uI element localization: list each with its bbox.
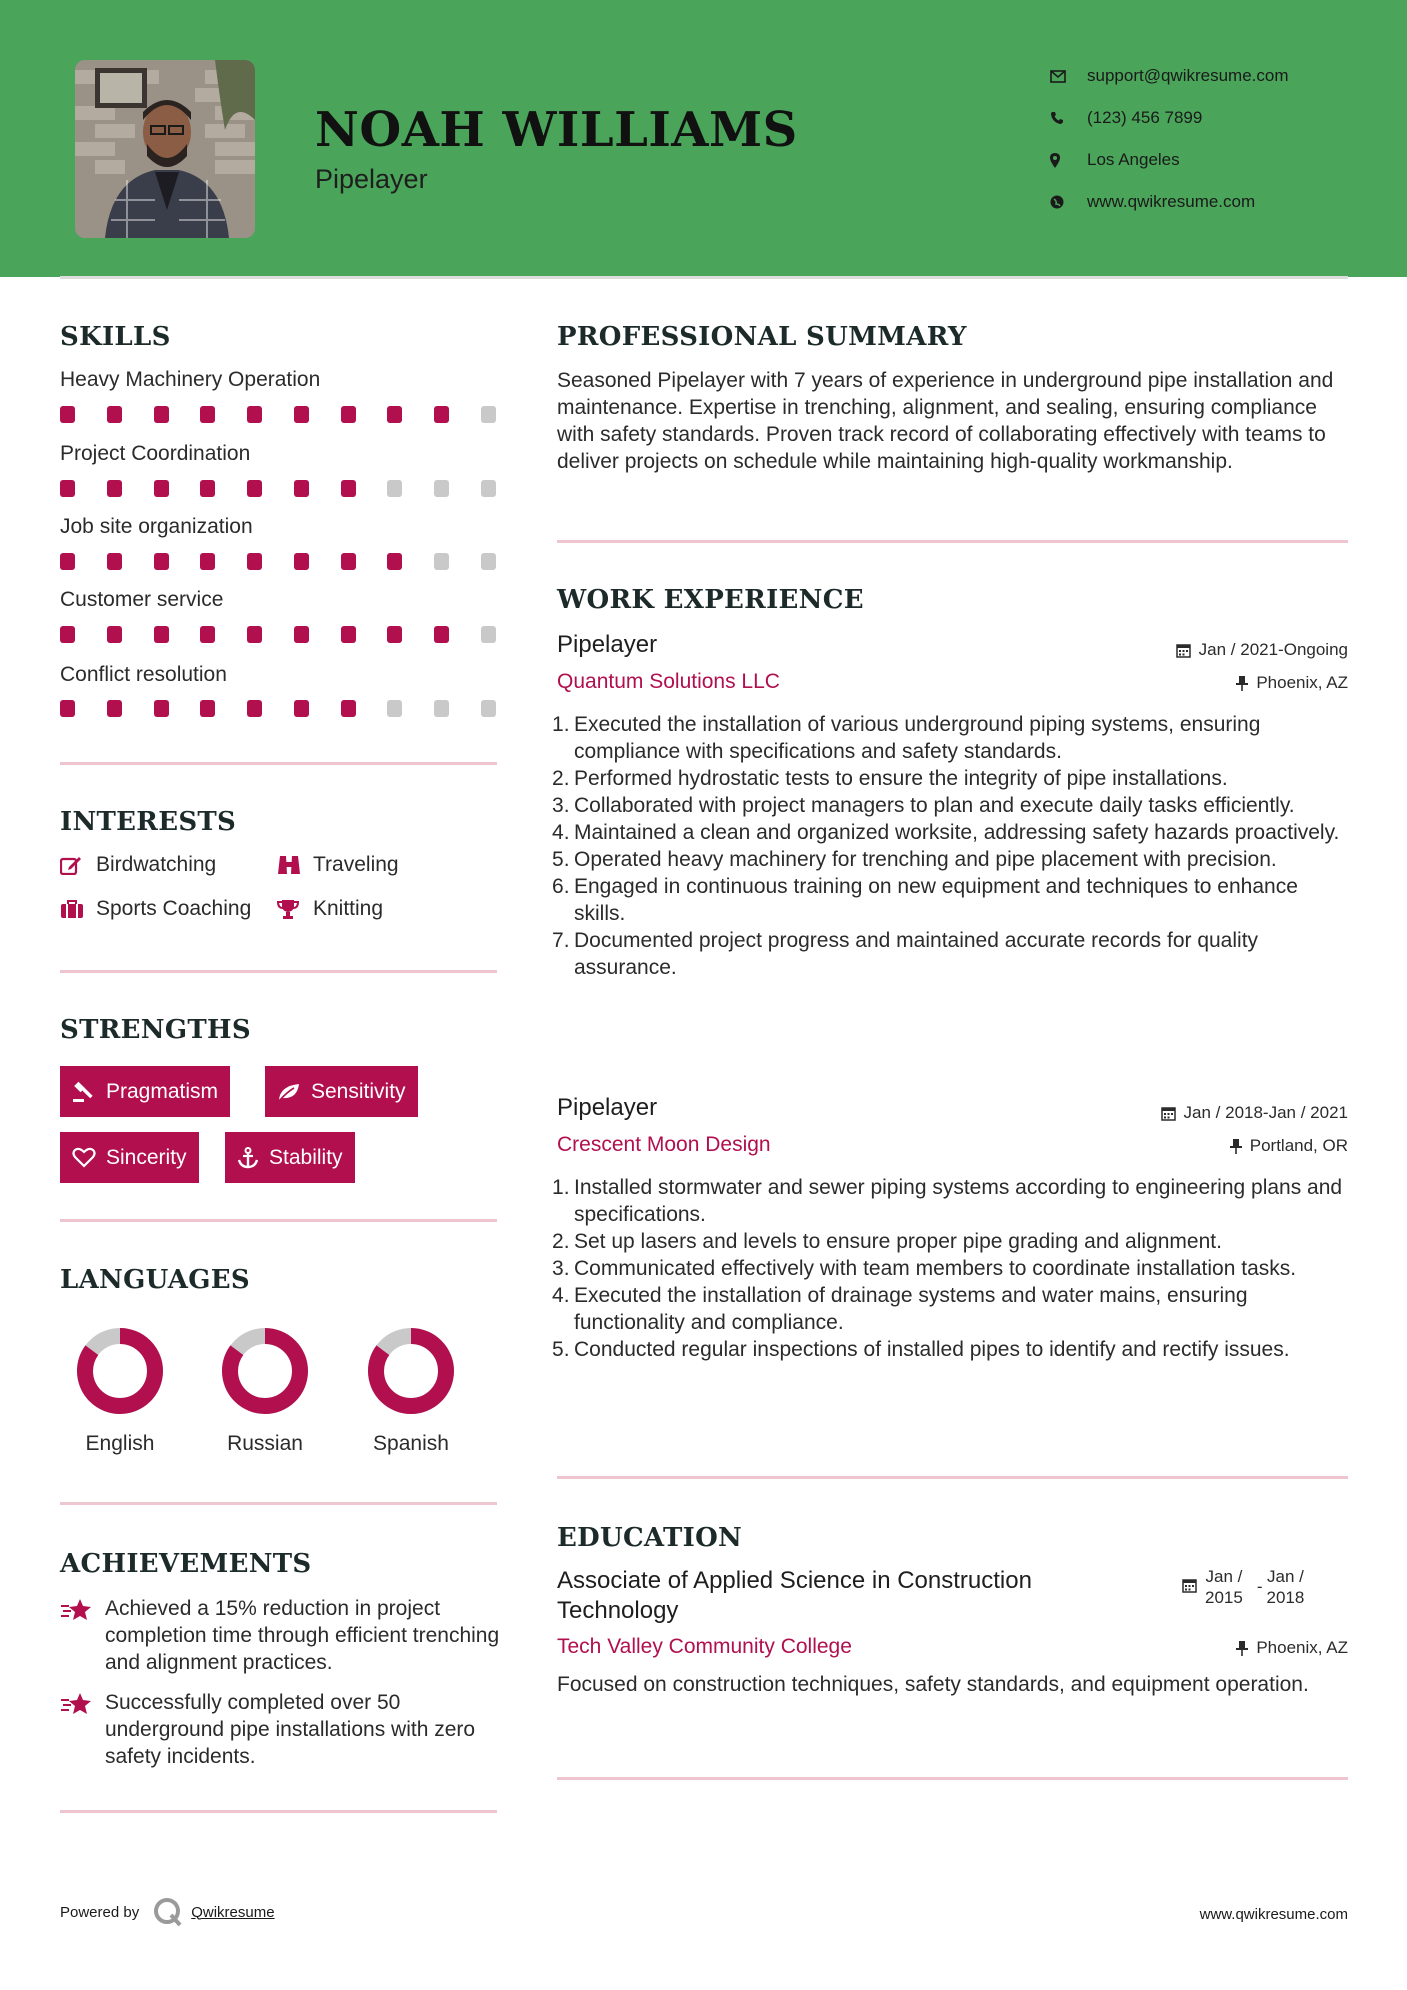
skill-dot-filled — [154, 553, 169, 570]
map-pin-icon — [1050, 153, 1087, 168]
skill-dot-filled — [247, 480, 262, 497]
duty-item: Operated heavy machinery for trenching and pipe placement with precision. — [574, 848, 1277, 871]
pencil-square-icon — [60, 855, 96, 875]
strength-label: Sincerity — [106, 1145, 187, 1169]
section-divider — [60, 970, 497, 973]
skill-dot-filled — [387, 626, 402, 643]
skill-dot-filled — [247, 406, 262, 423]
job-dates-text: Jan / 2018-Jan / 2021 — [1183, 1103, 1348, 1122]
footer-branding — [60, 1897, 275, 1927]
shooting-star-icon — [60, 1689, 105, 1770]
interest-item — [277, 897, 383, 921]
section-divider — [60, 762, 497, 765]
achievement-item — [60, 1689, 500, 1770]
anchor-icon — [237, 1147, 259, 1169]
skill-rating — [60, 553, 496, 570]
calendar-icon — [1161, 1106, 1176, 1121]
skill-dot-filled — [107, 406, 122, 423]
binoculars-icon — [277, 854, 313, 876]
interest-label: Traveling — [313, 853, 399, 876]
skill-dot-empty — [481, 700, 496, 717]
skill-rating — [60, 700, 496, 717]
language-ring — [221, 1327, 309, 1415]
skill-dot-filled — [154, 480, 169, 497]
strength-tag — [60, 1132, 199, 1183]
education-end-month: Jan / — [1266, 1567, 1304, 1586]
job-location-text: Phoenix, AZ — [1256, 673, 1348, 692]
skill-dot-filled — [341, 700, 356, 717]
duty-item: Maintained a clean and organized worksite, addressing safety hazards proactively. — [574, 821, 1340, 844]
trophy-icon — [277, 899, 313, 919]
degree-title: Associate of Applied Science in Construction Technology — [557, 1567, 1032, 1624]
interests-heading: INTERESTS — [60, 807, 237, 837]
language-label: English — [85, 1432, 155, 1455]
skill-dot-filled — [154, 626, 169, 643]
resume-header — [0, 0, 1407, 277]
skill-dot-empty — [434, 480, 449, 497]
section-divider — [557, 540, 1348, 543]
skill-dot-filled — [294, 406, 309, 423]
education-start-year: 2015 — [1205, 1588, 1243, 1607]
skill-dot-filled — [60, 480, 75, 497]
contact-website-text: www.qwikresume.com — [1087, 192, 1256, 211]
contact-email[interactable] — [1050, 55, 1289, 97]
skill-dot-filled — [200, 626, 215, 643]
skill-dot-empty — [434, 553, 449, 570]
skill-dot-filled — [154, 406, 169, 423]
skill-rating — [60, 406, 496, 423]
pushpin-icon — [1230, 1139, 1242, 1154]
skill-dot-filled — [247, 626, 262, 643]
summary-heading: PROFESSIONAL SUMMARY — [557, 322, 967, 352]
education-dates — [1182, 1566, 1304, 1608]
job-location-text: Portland, OR — [1249, 1136, 1348, 1155]
envelope-icon — [1050, 70, 1087, 83]
calendar-icon — [1176, 643, 1191, 658]
school-location — [1236, 1638, 1348, 1658]
skill-dot-empty — [481, 480, 496, 497]
header-divider — [60, 276, 1348, 279]
heart-icon — [72, 1147, 96, 1168]
skill-dot-empty — [481, 626, 496, 643]
duty-item: Collaborated with project managers to plan and execute daily tasks efficiently. — [574, 794, 1295, 817]
contact-location-text: Los Angeles — [1087, 150, 1180, 169]
skill-dot-empty — [387, 480, 402, 497]
strength-label: Pragmatism — [106, 1079, 219, 1103]
skill-dot-filled — [294, 626, 309, 643]
skill-dot-filled — [294, 553, 309, 570]
skill-rating — [60, 480, 496, 497]
duty-item: Set up lasers and levels to ensure proper pipe grading and alignment. — [574, 1230, 1222, 1253]
language-item — [60, 1327, 180, 1456]
skill-dot-filled — [387, 406, 402, 423]
skill-dot-filled — [341, 626, 356, 643]
strength-tag — [225, 1132, 355, 1183]
contact-website[interactable] — [1050, 181, 1289, 223]
skill-dot-filled — [60, 406, 75, 423]
education-start-month: Jan / — [1205, 1567, 1243, 1586]
duty-list — [574, 1174, 1354, 1363]
calendar-icon — [1182, 1566, 1197, 1593]
skill-dot-empty — [434, 700, 449, 717]
contact-phone-text: (123) 456 7899 — [1087, 108, 1203, 127]
job-title: Pipelayer — [557, 631, 658, 658]
footer-website[interactable]: www.qwikresume.com — [1199, 1906, 1348, 1923]
skill-dot-filled — [200, 480, 215, 497]
interest-item — [60, 897, 251, 921]
education-heading: EDUCATION — [557, 1523, 743, 1553]
shooting-star-icon — [60, 1595, 105, 1676]
duty-item: Performed hydrostatic tests to ensure the integrity of pipe installations. — [574, 767, 1228, 790]
skill-dot-filled — [60, 553, 75, 570]
education-description: Focused on construction techniques, safety standards, and equipment operation. — [557, 1673, 1309, 1696]
skill-name: Job site organization — [60, 515, 253, 538]
contact-email-text: support@qwikresume.com — [1087, 66, 1289, 85]
skill-dot-filled — [60, 700, 75, 717]
strengths-heading: STRENGTHS — [60, 1015, 251, 1045]
strength-tag — [60, 1066, 230, 1117]
skill-dot-filled — [247, 700, 262, 717]
skill-dot-filled — [107, 626, 122, 643]
profile-photo — [75, 60, 255, 238]
skill-name: Conflict resolution — [60, 663, 227, 686]
phone-icon — [1050, 111, 1087, 125]
job-dates-text: Jan / 2021-Ongoing — [1198, 640, 1348, 659]
interest-label: Birdwatching — [96, 853, 217, 876]
section-divider — [60, 1502, 497, 1505]
education-end-year: 2018 — [1266, 1588, 1305, 1607]
job-dates — [1161, 1103, 1348, 1123]
qwikresume-logo-icon — [153, 1897, 183, 1927]
section-divider — [557, 1476, 1348, 1479]
school-location-text: Phoenix, AZ — [1256, 1638, 1348, 1657]
duty-item: Engaged in continuous training on new equipment and techniques to enhance skills. — [574, 875, 1298, 925]
achievement-text: Successfully completed over 50 underground pipe installations with zero safety incidents. — [105, 1691, 476, 1768]
summary-text: Seasoned Pipelayer with 7 years of experience in underground pipe installation and maintenance. Expertise in trenching, alignment, and sealing, ensuring compliance with safety standards. Proven track record of collaborating effectively with teams to deliver projects on schedule while maintaining high-quality workmanship. — [557, 369, 1334, 473]
achievement-item — [60, 1595, 500, 1676]
skill-dot-filled — [60, 626, 75, 643]
section-divider — [557, 1777, 1348, 1780]
skill-dot-filled — [341, 553, 356, 570]
language-label: Russian — [227, 1432, 303, 1455]
powered-by-text: Powered by — [60, 1903, 140, 1921]
skill-name: Project Coordination — [60, 442, 251, 465]
strength-label: Sensitivity — [311, 1079, 406, 1103]
school-name: Tech Valley Community College — [557, 1635, 852, 1658]
skill-dot-filled — [387, 553, 402, 570]
education-end — [1267, 1566, 1305, 1608]
duty-item: Installed stormwater and sewer piping systems according to engineering plans and specifications. — [574, 1176, 1343, 1226]
skill-dot-empty — [481, 553, 496, 570]
skill-dot-empty — [387, 700, 402, 717]
skill-dot-filled — [434, 406, 449, 423]
job-title: Pipelayer — [557, 1094, 658, 1121]
skill-dot-filled — [341, 406, 356, 423]
skill-rating — [60, 626, 496, 643]
duty-item: Communicated effectively with team members to coordinate installation tasks. — [574, 1257, 1297, 1280]
skill-dot-filled — [107, 700, 122, 717]
pushpin-icon — [1236, 1641, 1248, 1656]
interest-item — [277, 853, 399, 877]
job-location — [1236, 673, 1348, 693]
duty-item: Executed the installation of various underground piping systems, ensuring compliance with specifications and safety standards. — [574, 713, 1261, 763]
skill-dot-filled — [247, 553, 262, 570]
duty-list — [574, 711, 1354, 981]
skill-dot-filled — [294, 480, 309, 497]
contact-list — [1050, 55, 1289, 223]
gavel-icon — [72, 1081, 96, 1103]
job-dates — [1176, 640, 1348, 660]
achievements-heading: ACHIEVEMENTS — [60, 1549, 312, 1579]
candidate-title: Pipelayer — [315, 164, 428, 194]
skill-dot-filled — [107, 480, 122, 497]
skill-name: Heavy Machinery Operation — [60, 368, 321, 391]
strength-label: Stability — [269, 1145, 343, 1169]
experience-heading: WORK EXPERIENCE — [557, 585, 864, 615]
language-label: Spanish — [373, 1432, 449, 1455]
job-location — [1230, 1136, 1348, 1156]
language-item — [351, 1327, 471, 1456]
company-name: Quantum Solutions LLC — [557, 670, 780, 693]
interest-label: Sports Coaching — [96, 897, 252, 920]
strength-tag — [265, 1066, 418, 1117]
contact-location — [1050, 139, 1289, 181]
company-name: Crescent Moon Design — [557, 1133, 771, 1156]
language-ring — [76, 1327, 164, 1415]
skill-dot-filled — [154, 700, 169, 717]
skill-dot-filled — [434, 626, 449, 643]
skill-dot-filled — [200, 406, 215, 423]
education-date-separator: - — [1256, 1577, 1263, 1596]
globe-icon — [1050, 195, 1087, 209]
skill-dot-filled — [294, 700, 309, 717]
skill-dot-filled — [341, 480, 356, 497]
education-start — [1205, 1566, 1243, 1608]
section-divider — [60, 1810, 497, 1813]
briefcase-icon — [60, 899, 96, 919]
language-ring — [367, 1327, 455, 1415]
skills-heading: SKILLS — [60, 322, 171, 352]
candidate-name: NOAH WILLIAMS — [315, 102, 798, 158]
leaf-icon — [277, 1082, 301, 1102]
contact-phone[interactable] — [1050, 97, 1289, 139]
interest-label: Knitting — [313, 897, 384, 920]
duty-item: Documented project progress and maintained accurate records for quality assurance. — [574, 929, 1259, 979]
skill-dot-filled — [107, 553, 122, 570]
section-divider — [60, 1219, 497, 1222]
interest-item — [60, 853, 216, 877]
pushpin-icon — [1236, 676, 1248, 691]
language-item — [205, 1327, 325, 1456]
duty-item: Conducted regular inspections of installed pipes to identify and rectify issues. — [574, 1338, 1290, 1361]
duty-item: Executed the installation of drainage systems and water mains, ensuring functionality and compliance. — [574, 1284, 1248, 1334]
languages-heading: LANGUAGES — [60, 1265, 250, 1295]
skill-dot-filled — [200, 700, 215, 717]
skill-name: Customer service — [60, 588, 224, 611]
skill-dot-filled — [200, 553, 215, 570]
qwikresume-link[interactable]: Qwikresume — [191, 1903, 275, 1921]
skill-dot-empty — [481, 406, 496, 423]
achievement-text: Achieved a 15% reduction in project completion time through efficient trenching and alignment practices. — [105, 1597, 500, 1674]
